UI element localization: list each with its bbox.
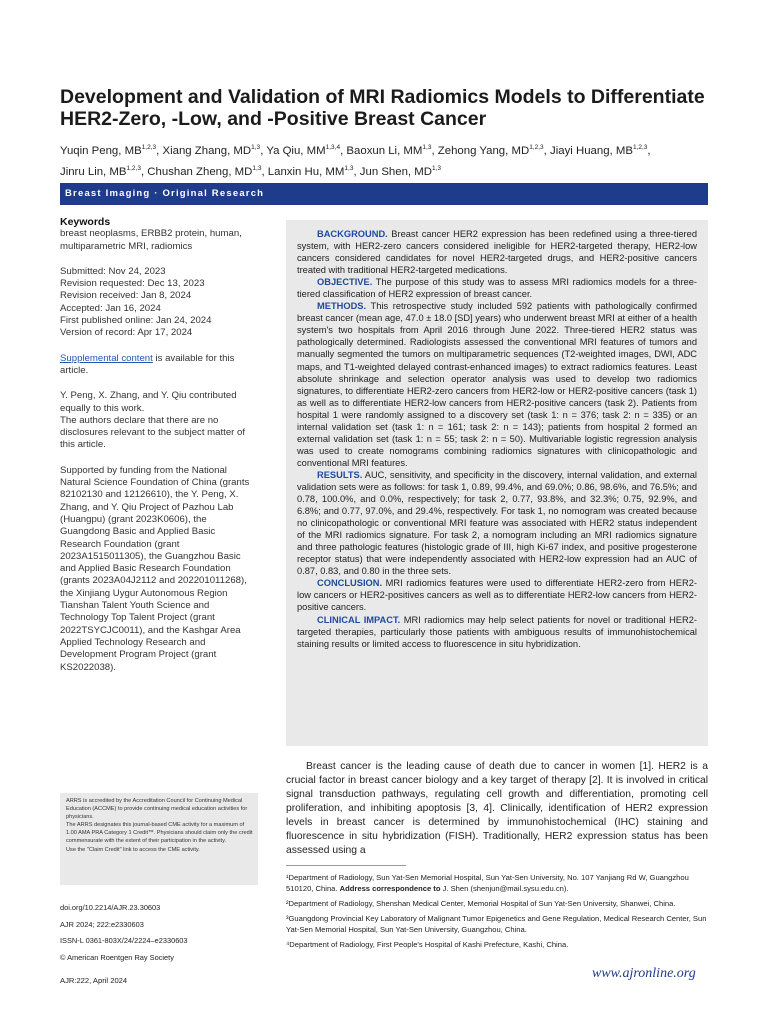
supplemental-content-link[interactable]: Supplemental content	[60, 352, 153, 364]
section-banner: Breast Imaging · Original Research	[60, 183, 708, 205]
issn: ISSN-L 0361-803X/24/2224–e2330603	[60, 936, 188, 945]
article-sidebar	[60, 216, 255, 674]
journal-website-link[interactable]: www.ajronline.org	[592, 966, 696, 981]
cme-accreditation-box	[60, 793, 258, 885]
affiliation-3: ³Guangdong Provincial Key Laboratory of Malignant Tumor Epigenetics and Gene Regulation, Medical Research Center, Sun Yat-Sen Memorial Hospital, Sun Yat-Sen University, Guangzhou, China.	[286, 913, 707, 934]
author: Ya Qiu, MM$^{1,3,4}$	[266, 144, 341, 157]
citation: AJR 2024; 222:e2330603	[60, 919, 144, 929]
author: Jun Shen, MD$^{1,3}$	[359, 164, 442, 178]
intro-paragraph: Breast cancer is the leading cause of death due to cancer in women [1]. HER2 is a crucial factor in breast cancer biology and a key target of therapy [2]. It is involved in critical signal transduction pathways, regulating cell growth and differentiation, promoting cell proliferation, and inhibiting apoptosis [3, 4]. Clinically, identification of HER2 expression levels in breast cancer is determined by immunohistochemical (IHC) staining and fluorescence in situ hybridization (FISH). Traditionally, HER2 expression status has been assessed using a	[286, 761, 708, 856]
abstract-conclusion: CONCLUSION. MRI radiomics features were used to differentiate HER2-zero from HER2-low cancers or HER2-positives cancers as well as to differentiate HER2-low cancers from HER2-positive cancers.	[297, 578, 697, 613]
affiliations	[286, 872, 708, 953]
journal-issue: AJR:222, April 2024	[60, 976, 128, 985]
author: Chushan Zheng, MD$^{1,3}$	[147, 164, 262, 178]
author: Lanxin Hu, MM$^{1,3}$	[267, 164, 354, 178]
cme-text: ARRS is accredited by the Accreditation Council for Continuing Medical Education (ACCME) to provide continuing medical education activities for physicians.	[66, 798, 248, 821]
abstract-background: BACKGROUND. Breast cancer HER2 expression has been redefined using a three-tiered system, with HER2-zero cancers considered ineligible for HER2-targeted therapy, HER2-low cancers considered candidates for novel HER2-targeted drugs, and HER2-positive cancers treated with traditional HER2-targeted medications.	[297, 229, 697, 276]
footnote-divider	[286, 865, 406, 866]
author: Zehong Yang, MD$^{1,2,3}$	[437, 144, 544, 157]
author: Xiang Zhang, MD$^{1,3}$	[162, 144, 261, 157]
author: Baoxun Li, MM$^{1,3}$	[346, 144, 432, 157]
contribution-note: Y. Peng, X. Zhang, and Y. Qiu contributed equally to this work.	[60, 390, 237, 414]
author: Yuqin Peng, MB$^{1,2,3}$	[60, 144, 157, 157]
funding-note: Supported by funding from the National Natural Science Foundation of China (grants 82102130 and 12126610), the Y. Peng, X. Zhang, and Y. Qiu Project of Pazhou Lab (Huangpu) (grant 2023K0606), the Guangdong Basic and Applied Basic Research Foundation (grant 2023A1515011305), the Guangzhou Basic and Applied Basic Research Foundation (grants 2023A04J2112 and 202201011268), the Xinjiang Uygur Autonomous Region Tianshan Talent Youth Science and Technology Top Talent Project (grant 2022TSYCJC0011), and the Kashgar Area Applied Technology Research and Development Program Project (grant KS2022038).	[60, 464, 250, 673]
disclosure-note: The authors declare that there are no disclosures relevant to the subject matter of this article.	[60, 414, 246, 451]
date-version-of-record: Version of record: Apr 17, 2024	[60, 327, 193, 339]
author-list: Yuqin Peng, MB$^{1,2,3}$, Xiang Zhang, MD$^{1,3}$, Ya Qiu, MM$^{1,3,4}$, Baoxun Li, MM$^{1,3}$, Zehong Yang, MD$^{1,2,3}$, Jiayi Huang, MB$^{1,2,3}$, Jinru Lin, MB$^{1,2,3}$, Chushan Zheng, MD$^{1,3}$, Lanxin Hu, MM$^{1,3}$, Jun Shen, MD$^{1,3}$	[60, 144, 651, 178]
date-revision-requested: Revision requested: Dec 13, 2023	[60, 278, 205, 290]
affiliation-4: ⁴Department of Radiology, First People's Hospital of Kashi Prefecture, Kashi, China.	[286, 939, 569, 949]
date-revision-received: Revision received: Jan 8, 2024	[60, 290, 192, 302]
affiliation-1: ¹Department of Radiology, Sun Yat-Sen Memorial Hospital, Sun Yat-Sen University, No. 107 Yanjiang Rd W, Guangzhou 510120, China. Address correspondence to J. Shen (shenjun@mail.sysu.edu.cn).	[286, 873, 689, 894]
cme-text: The ARRS designates this journal-based CME activity for a maximum of 1.00 AMA PRA Category 1 Credit™. Physicians should claim only the credit commensurate with the extent of their participation in the activity.	[66, 822, 253, 845]
abstract-objective: OBJECTIVE. The purpose of this study was to assess MRI radiomics models for a three-tiered classification of HER2 expression of breast cancer.	[297, 277, 697, 300]
author: Jiayi Huang, MB$^{1,2,3}$	[550, 144, 648, 157]
copyright: © American Roentgen Ray Society	[60, 952, 174, 962]
date-submitted: Submitted: Nov 24, 2023	[60, 265, 166, 277]
author: Jinru Lin, MB$^{1,2,3}$	[60, 164, 141, 178]
cme-text: Use the "Claim Credit" link to access the CME activity.	[66, 846, 200, 853]
abstract-clinical-impact: CLINICAL IMPACT. MRI radiomics may help select patients for novel or traditional HER2-targeted therapies, particularly those patients with ambiguous results of immunohistochemical staining results or limited access to fluorescence in situ hybridization.	[297, 614, 697, 649]
article-title: Development and Validation of MRI Radiomics Models to Differentiate HER2-Zero, -Low, and -Positive Breast Cancer	[60, 86, 705, 130]
publication-meta	[60, 900, 260, 966]
body-text	[286, 760, 708, 858]
keywords-text: breast neoplasms, ERBB2 protein, human, multiparametric MRI, radiomics	[60, 228, 242, 252]
abstract-results: RESULTS. AUC, sensitivity, and specificity in the discovery, internal validation, and external validation sets were as follows: for task 1, 0.89, 99.4%, and 69.0%; 0.86, 98.6%, and 76.5%; and 0.78, 100.0%, and 0.0%, respectively; for task 2, 0.77, 93.8%, and 32.3%; 0.75, 92.9%, and 6.8%; and 0.77, 97.0%, and 29.4%, respectively. For task 1, no nomogram was created because no clinicopathologic or conventional MRI feature was associated with HER2 status independent of the MRI radiomics signature. For task 2, a nomogram including an MRI radiomics signature and three pathologic features (histologic grade of III, high Ki-67 index, and positive progesterone receptor status) that were independently associated with HER2-low expression had an AUC of 0.87, 0.83, and 0.80 in the three sets.	[297, 469, 697, 577]
keywords-heading: Keywords	[60, 216, 111, 228]
abstract-methods: METHODS. This retrospective study included 592 patients with pathologically confirmed breast cancer (mean age, 47.0 ± 18.0 [SD] years) who underwent breast MRI at either of a health system's two hospitals from April 2016 through June 2022. Three-tiered HER2 status was pathologically determined. Radiologists assessed the conventional MRI features of tumors and manually segmented the tumors on multiparametric sequences (T2-weighted images, DWI, ADC maps, and T1-weighted delayed contrast-enhanced images) to extract radiomics features. Least absolute shrinkage and selection operator analysis was used to develop two radiomics signatures, to differentiate HER2-zero cancers from HER2-low or HER2-positive cancers (task 1) as well as to differentiate HER2-low cancers from HER2-positive cancers (task 2). Patients from hospital 1 were randomly assigned to a discovery set (task 1: n = 376; task 2: n = 335) or an internal validation set (task 1: n = 161; task 2: n = 143); patients from hospital 2 formed an external validation set (task 1: n = 55; task 2: n = 50). Multivariable logistic regression analysis was used to create nomograms combining radiomics signatures with clinicopathologic and conventional MRI features.	[297, 301, 697, 468]
affiliation-2: ²Department of Radiology, Shenshan Medical Center, Memorial Hospital of Sun Yat-Sen University, Shanwei, China.	[286, 898, 676, 908]
date-first-published: First published online: Jan 24, 2024	[60, 315, 212, 327]
doi[interactable]: doi.org/10.2214/AJR.23.30603	[60, 903, 161, 912]
date-accepted: Accepted: Jan 16, 2024	[60, 302, 161, 314]
abstract-box	[286, 220, 708, 746]
supplemental-note: Supplemental content is available for this article.	[60, 352, 235, 376]
